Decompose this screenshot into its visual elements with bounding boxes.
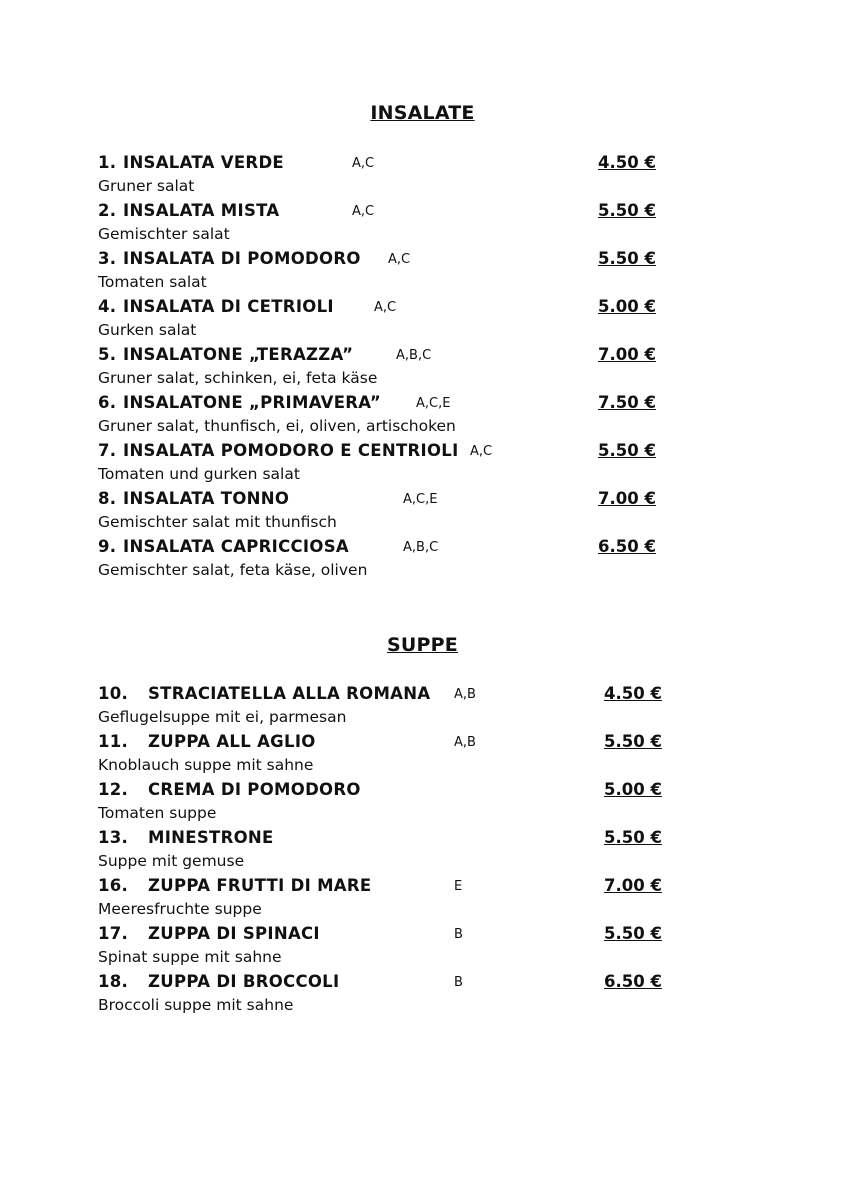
- menu-item-header: [98, 151, 698, 175]
- allergen-codes: A,C: [470, 444, 493, 459]
- menu-item-title: [98, 684, 430, 703]
- menu-item-description: Gemischter salat, feta käse, oliven: [98, 561, 368, 579]
- menu-item-title: [98, 297, 334, 316]
- allergen-codes: A,B: [454, 687, 476, 702]
- menu-item-number: 11.: [98, 732, 129, 751]
- menu-item-name: INSALATONE „PRIMAVERA”: [123, 393, 382, 412]
- menu-item-number: 9.: [98, 537, 117, 556]
- menu-item: [98, 970, 698, 1018]
- menu-item: [98, 439, 698, 487]
- menu-item-number: 6.: [98, 393, 117, 412]
- allergen-codes: A,C: [352, 204, 375, 219]
- menu-item: [98, 343, 698, 391]
- allergen-codes: B: [454, 927, 463, 942]
- menu-item: [98, 199, 698, 247]
- menu-item: [98, 487, 698, 535]
- menu-item-number: 1.: [98, 153, 117, 172]
- menu-item-number: 8.: [98, 489, 117, 508]
- menu-item-price: 5.00 €: [598, 297, 656, 316]
- menu-item-number: 10.: [98, 684, 129, 703]
- menu-item-number: 5.: [98, 345, 117, 364]
- menu-item-header: [98, 343, 698, 367]
- menu-item-title: [98, 732, 316, 751]
- menu-item: [98, 826, 698, 874]
- menu-item-price: 5.50 €: [604, 732, 662, 751]
- menu-item-name: INSALATA CAPRICCIOSA: [123, 537, 349, 556]
- menu-item-price: 7.00 €: [604, 876, 662, 895]
- menu-item-title: [98, 441, 459, 460]
- menu-item-title: [98, 153, 284, 172]
- menu-item-name: CREMA DI POMODORO: [148, 780, 361, 799]
- menu-item: [98, 778, 698, 826]
- menu-item-price: 7.00 €: [598, 489, 656, 508]
- menu-item: [98, 151, 698, 199]
- menu-item-name: INSALATA TONNO: [123, 489, 290, 508]
- menu-item-title: [98, 537, 349, 556]
- menu-item-price: 4.50 €: [598, 153, 656, 172]
- menu-item-number: 17.: [98, 924, 129, 943]
- menu-item: [98, 247, 698, 295]
- menu-item: [98, 682, 698, 730]
- menu-item-name: STRACIATELLA ALLA ROMANA: [148, 684, 431, 703]
- allergen-codes: A,C: [388, 252, 411, 267]
- menu-item-header: [98, 247, 698, 271]
- menu-item-header: [98, 922, 698, 946]
- menu-item-number: 2.: [98, 201, 117, 220]
- section-title-suppe: SUPPE: [387, 634, 458, 656]
- menu-item-description: Broccoli suppe mit sahne: [98, 996, 294, 1014]
- allergen-codes: A,B,C: [403, 540, 439, 555]
- menu-item-header: [98, 970, 698, 994]
- menu-item-header: [98, 535, 698, 559]
- menu-item-title: [98, 345, 353, 364]
- menu-item-description: Knoblauch suppe mit sahne: [98, 756, 314, 774]
- menu-item-header: [98, 778, 698, 802]
- menu-item-header: [98, 199, 698, 223]
- allergen-codes: A,B,C: [396, 348, 432, 363]
- menu-item-number: 3.: [98, 249, 117, 268]
- menu-item-name: ZUPPA ALL AGLIO: [148, 732, 316, 751]
- menu-item-price: 7.00 €: [598, 345, 656, 364]
- menu-item: [98, 391, 698, 439]
- menu-item-name: INSALATA VERDE: [123, 153, 285, 172]
- menu-item-title: [98, 393, 381, 412]
- menu-item-price: 5.50 €: [598, 441, 656, 460]
- menu-item: [98, 874, 698, 922]
- allergen-codes: A,C,E: [403, 492, 438, 507]
- menu-item: [98, 922, 698, 970]
- menu-item-header: [98, 487, 698, 511]
- menu-item-description: Meeresfruchte suppe: [98, 900, 262, 918]
- menu-item-number: 7.: [98, 441, 117, 460]
- menu-item-title: [98, 780, 361, 799]
- menu-item-title: [98, 249, 361, 268]
- menu-item-description: Geflugelsuppe mit ei, parmesan: [98, 708, 347, 726]
- menu-item-name: INSALATA DI POMODORO: [123, 249, 361, 268]
- menu-item-description: Tomaten und gurken salat: [98, 465, 300, 483]
- menu-item-header: [98, 439, 698, 463]
- menu-item: [98, 295, 698, 343]
- menu-item-name: INSALATA MISTA: [123, 201, 280, 220]
- allergen-codes: A,C: [352, 156, 375, 171]
- menu-item-header: [98, 391, 698, 415]
- menu-item-number: 13.: [98, 828, 129, 847]
- menu-item-description: Gemischter salat mit thunfisch: [98, 513, 337, 531]
- menu-item-header: [98, 826, 698, 850]
- menu-item-price: 5.50 €: [598, 249, 656, 268]
- menu-item-title: [98, 828, 274, 847]
- menu-item-description: Gemischter salat: [98, 225, 230, 243]
- menu-item-description: Gruner salat, thunfisch, ei, oliven, artischoken: [98, 417, 456, 435]
- menu-item-header: [98, 730, 698, 754]
- menu-item-header: [98, 682, 698, 706]
- menu-item-number: 18.: [98, 972, 129, 991]
- menu-item-title: [98, 876, 371, 895]
- menu-item-name: MINESTRONE: [148, 828, 274, 847]
- menu-item-title: [98, 972, 339, 991]
- menu-item-price: 4.50 €: [604, 684, 662, 703]
- menu-item-name: INSALATA POMODORO E CENTRIOLI: [123, 441, 459, 460]
- menu-item-price: 5.50 €: [604, 924, 662, 943]
- allergen-codes: B: [454, 975, 463, 990]
- allergen-codes: A,C,E: [416, 396, 451, 411]
- menu-item-price: 5.00 €: [604, 780, 662, 799]
- menu-item-description: Spinat suppe mit sahne: [98, 948, 282, 966]
- section-title-insalate: INSALATE: [370, 102, 475, 124]
- menu-item-name: INSALATONE „TERAZZA”: [123, 345, 354, 364]
- menu-item-title: [98, 201, 279, 220]
- allergen-codes: E: [454, 879, 463, 894]
- menu-item-number: 4.: [98, 297, 117, 316]
- menu-item-number: 12.: [98, 780, 129, 799]
- menu-item-header: [98, 295, 698, 319]
- menu-item-price: 7.50 €: [598, 393, 656, 412]
- menu-item-description: Gruner salat, schinken, ei, feta käse: [98, 369, 378, 387]
- menu-item-description: Gruner salat: [98, 177, 195, 195]
- menu-item: [98, 535, 698, 583]
- menu-item-name: ZUPPA FRUTTI DI MARE: [148, 876, 372, 895]
- menu-item-header: [98, 874, 698, 898]
- menu-item-name: INSALATA DI CETRIOLI: [123, 297, 334, 316]
- menu-item-price: 5.50 €: [598, 201, 656, 220]
- menu-item-price: 6.50 €: [604, 972, 662, 991]
- menu-item-price: 5.50 €: [604, 828, 662, 847]
- allergen-codes: A,C: [374, 300, 397, 315]
- menu-item-name: ZUPPA DI SPINACI: [148, 924, 320, 943]
- menu-item-description: Tomaten suppe: [98, 804, 217, 822]
- menu-item-title: [98, 924, 320, 943]
- menu-item-title: [98, 489, 289, 508]
- allergen-codes: A,B: [454, 735, 476, 750]
- menu-item-description: Tomaten salat: [98, 273, 207, 291]
- menu-item-name: ZUPPA DI BROCCOLI: [148, 972, 340, 991]
- menu-item-number: 16.: [98, 876, 129, 895]
- menu-item-description: Suppe mit gemuse: [98, 852, 245, 870]
- menu-item-description: Gurken salat: [98, 321, 197, 339]
- menu-item: [98, 730, 698, 778]
- menu-item-price: 6.50 €: [598, 537, 656, 556]
